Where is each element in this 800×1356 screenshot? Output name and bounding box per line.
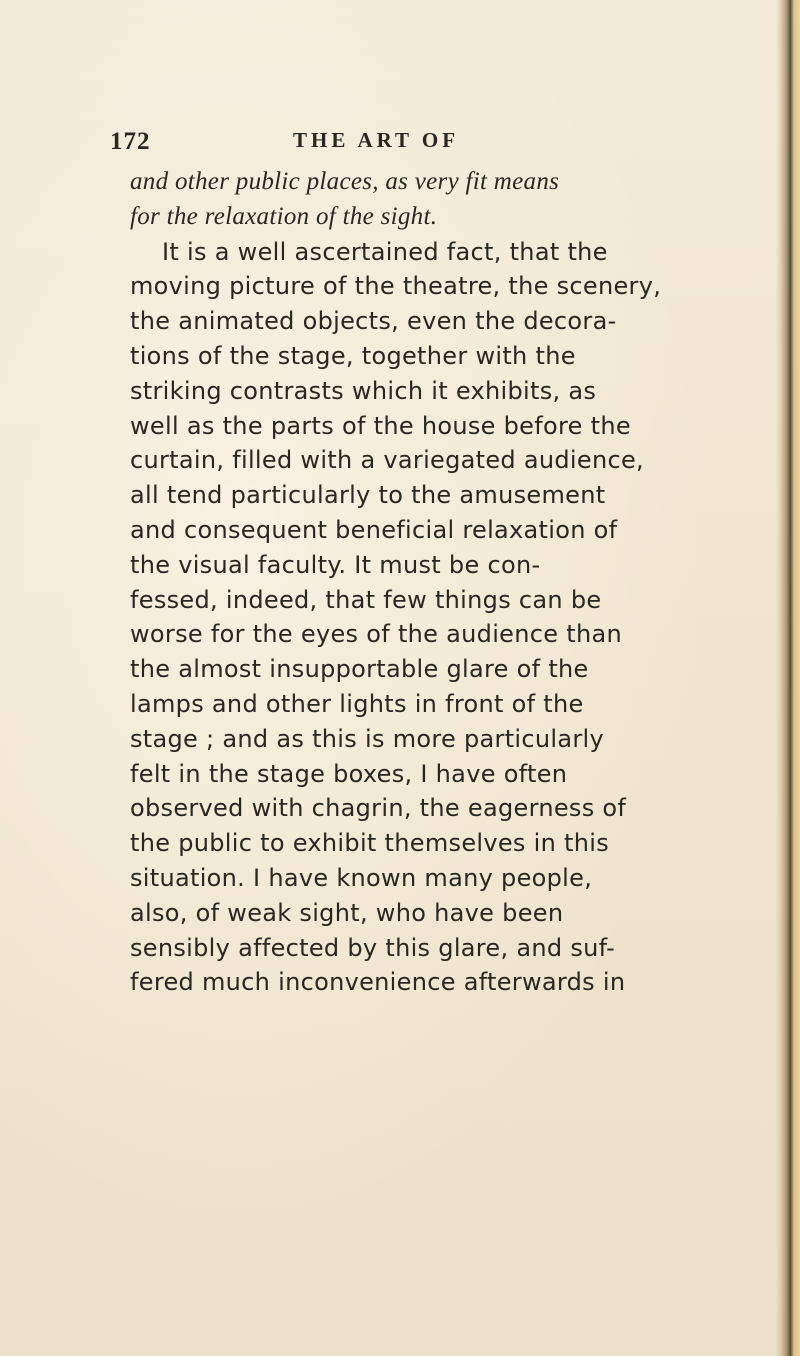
text-line [130, 931, 710, 966]
text-line [130, 722, 710, 757]
line-text: observed with chagrin, the eagerness of [130, 794, 627, 823]
line-text: and other public places, as very fit means [130, 168, 560, 195]
line-text: and consequent beneficial relaxation of [130, 515, 618, 544]
line-text: tions of the stage, together with the [130, 341, 576, 370]
line-text: moving picture of the theatre, the scenery, [130, 272, 662, 301]
line-text: felt in the stage boxes, I have often [130, 759, 568, 788]
text-line [130, 200, 710, 235]
line-text: sensibly affected by this glare, and suf- [130, 933, 616, 962]
line-text: situation. I have known many people, [130, 863, 593, 892]
text-line [130, 165, 710, 200]
text-line [130, 826, 710, 861]
text-line [130, 304, 710, 339]
line-text: the visual faculty. It must be con- [130, 550, 541, 579]
line-text: curtain, filled with a variegated audience, [130, 446, 644, 475]
text-line [130, 896, 710, 931]
text-line [130, 548, 710, 583]
text-line [130, 374, 710, 409]
text-line [130, 791, 710, 826]
running-head: THE ART OF [293, 128, 460, 152]
line-text: the animated objects, even the decora- [130, 307, 617, 336]
text-line [130, 409, 710, 444]
text-line [130, 513, 710, 548]
line-text: the almost insupportable glare of the [130, 655, 589, 684]
text-line [130, 443, 710, 478]
text-line [130, 478, 710, 513]
text-line [130, 617, 710, 652]
line-text: stage ; and as this is more particularly [130, 724, 605, 753]
line-text: worse for the eyes of the audience than [130, 620, 622, 649]
body-text [130, 165, 710, 1000]
text-line [130, 687, 710, 722]
line-text: striking contrasts which it exhibits, as [130, 376, 597, 405]
text-line [130, 269, 710, 304]
line-text: well as the parts of the house before the [130, 411, 631, 440]
line-text: for the relaxation of the sight. [130, 202, 438, 230]
text-line [130, 339, 710, 374]
line-text: fessed, indeed, that few things can be [130, 585, 602, 614]
line-text: the public to exhibit themselves in this [130, 829, 610, 858]
line-text: lamps and other lights in front of the [130, 689, 584, 718]
text-line [130, 235, 710, 270]
page-edge-shadow [776, 0, 800, 1356]
line-text: fered much inconvenience afterwards in [130, 968, 626, 997]
line-text: all tend particularly to the amusement [130, 481, 606, 510]
page-header [0, 128, 800, 162]
text-line [130, 583, 710, 618]
text-line [130, 652, 710, 687]
text-line [130, 757, 710, 792]
line-text: It is a well ascertained fact, that the [162, 237, 608, 266]
text-line [130, 965, 710, 1000]
line-text: also, of weak sight, who have been [130, 898, 564, 927]
page-number: 172 [110, 128, 151, 155]
text-line [130, 861, 710, 896]
